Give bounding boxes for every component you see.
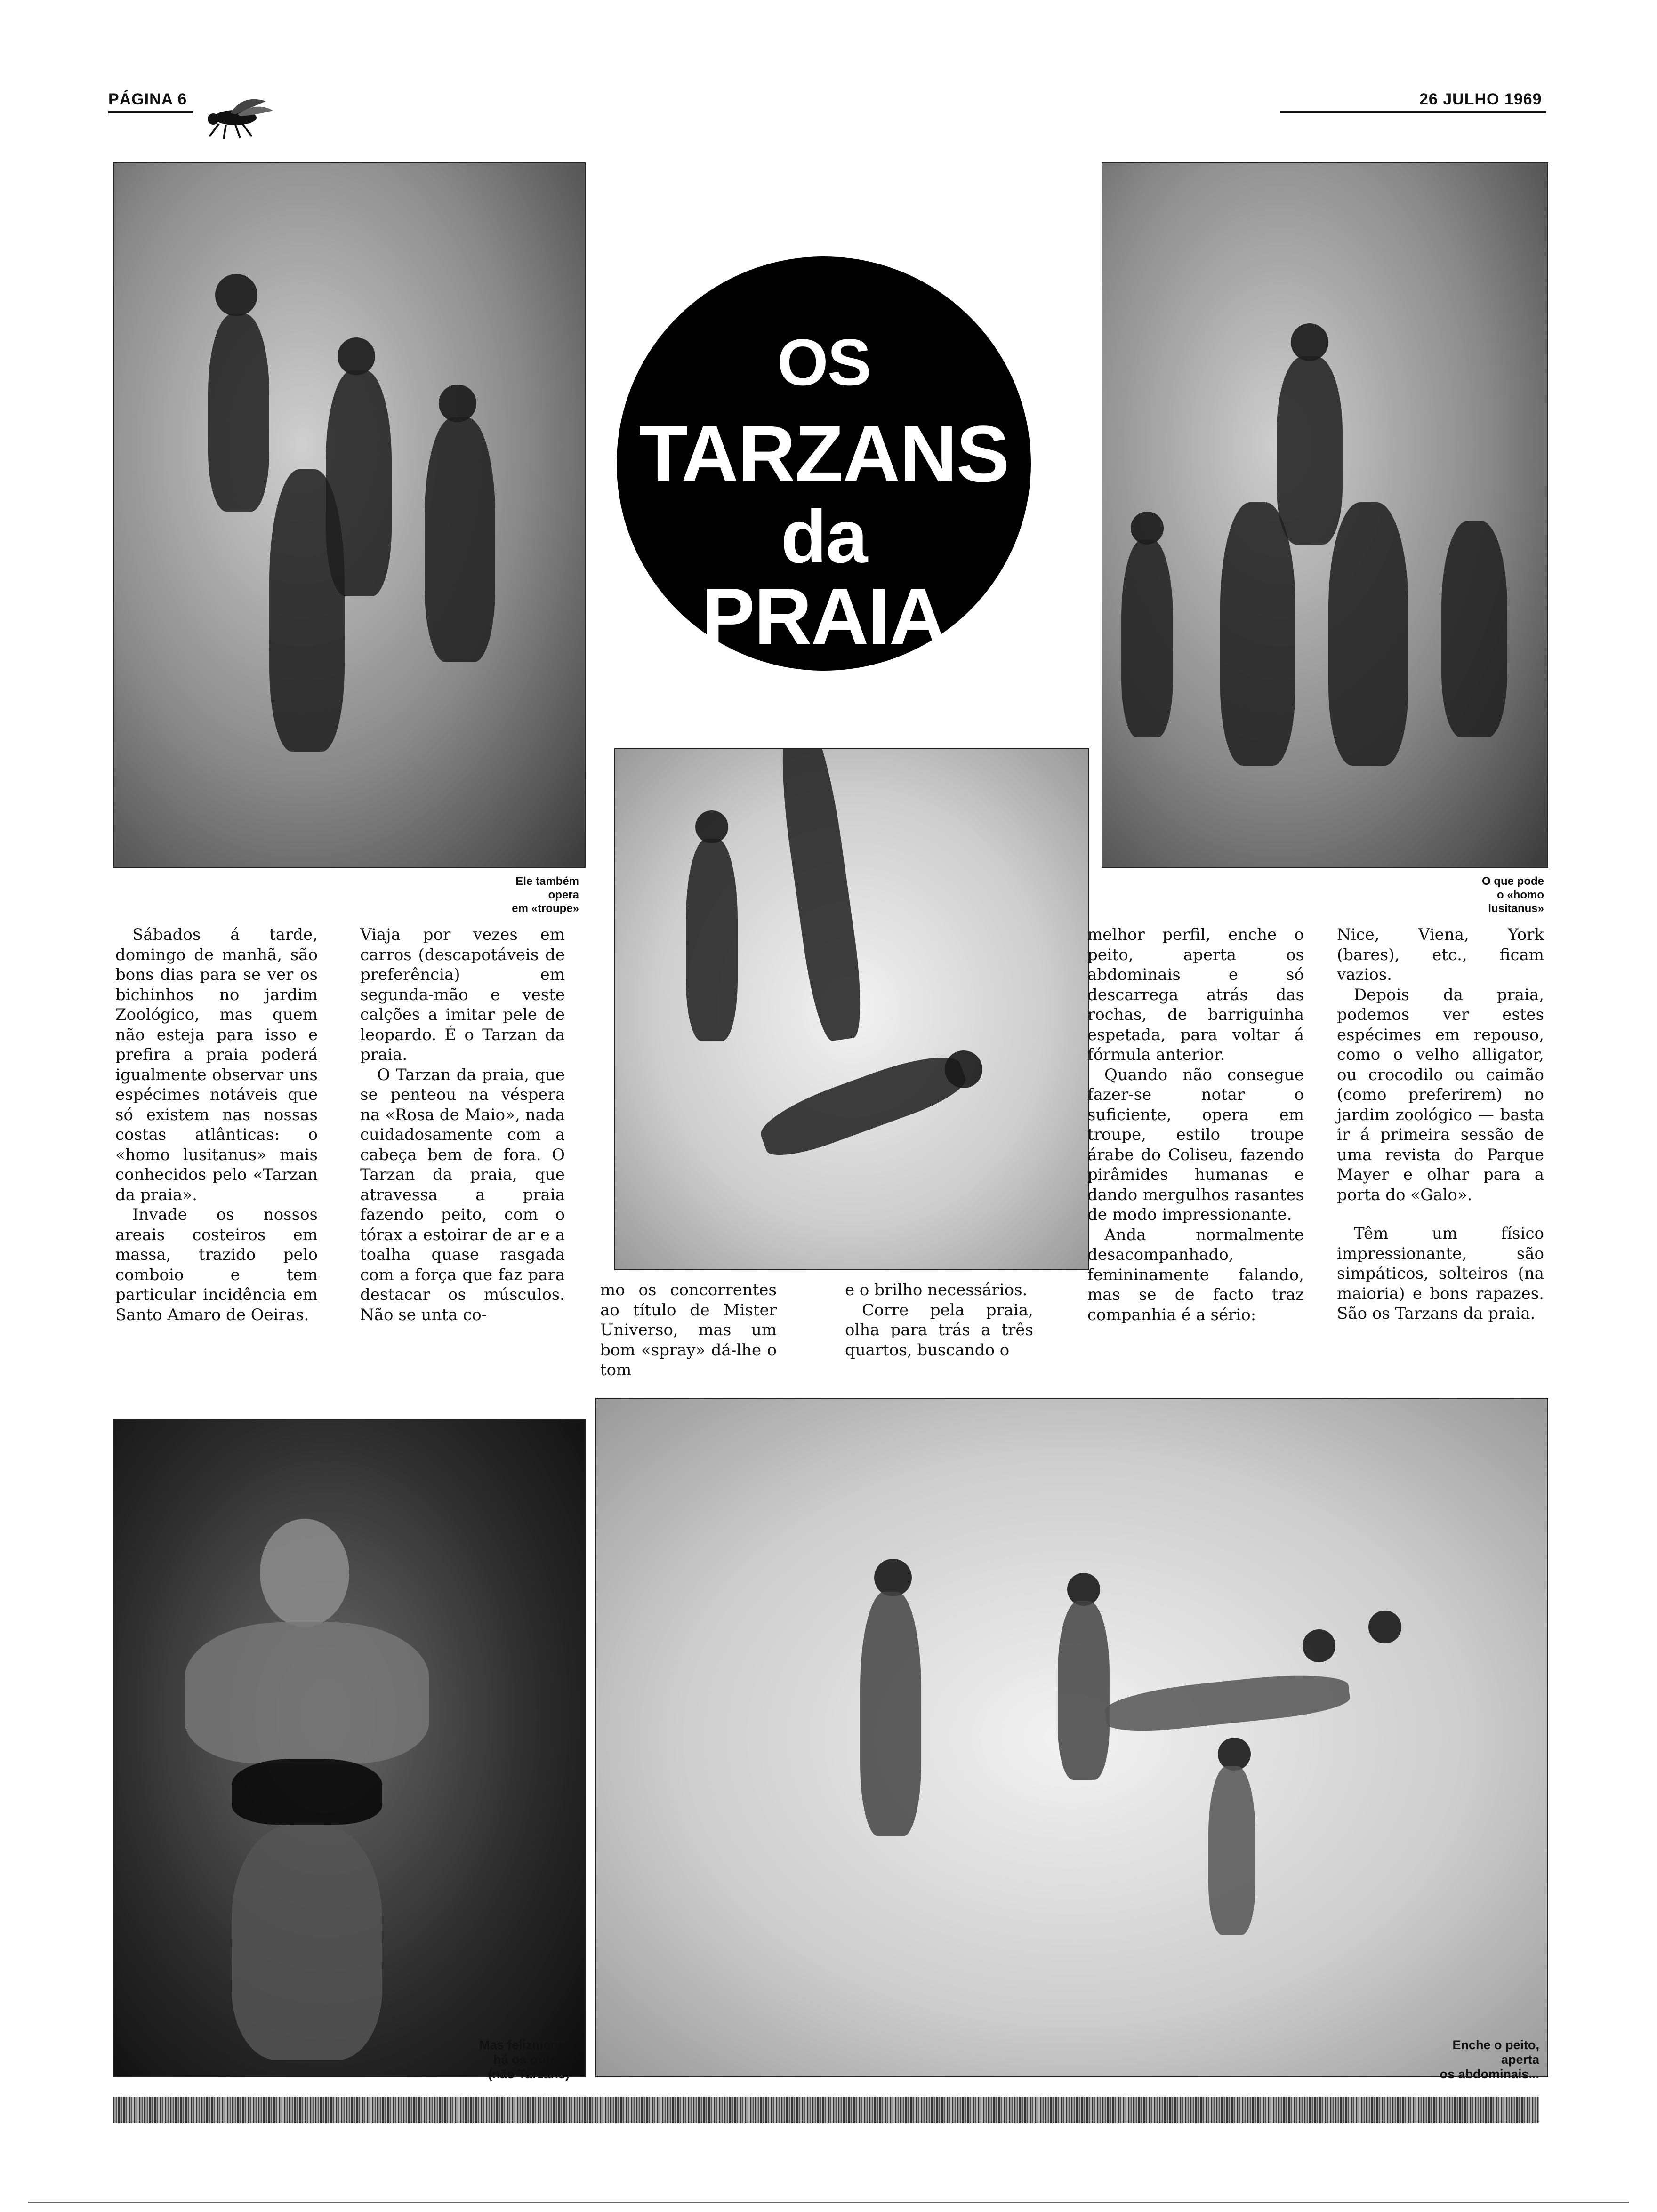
- photo-beach-run: [595, 1398, 1548, 2077]
- caption-line: O que pode: [1482, 875, 1544, 888]
- article-column-6: [1337, 925, 1544, 1324]
- article-column-4: [845, 1280, 1033, 1360]
- caption-line: os abdominais...: [1440, 2067, 1539, 2081]
- caption-top-right: [1389, 874, 1544, 915]
- paragraph: e o brilho necessários.: [845, 1281, 1028, 1299]
- footer-rule: [28, 2202, 1629, 2203]
- paragraph: Têm um físico impressionante, são simpáticos, solteiros (na maioria) e bons rapazes. São os Tarzans da praia.: [1337, 1224, 1544, 1323]
- paragraph: Corre pela praia, olha para trás a três quartos, buscando o: [845, 1300, 1033, 1360]
- caption-line: Enche o peito,: [1452, 2038, 1539, 2052]
- article-column-2: [360, 925, 565, 1325]
- caption-line: aperta: [1501, 2052, 1539, 2067]
- caption-line: Ele também: [515, 875, 579, 888]
- caption-line: há os outros: [493, 2052, 570, 2067]
- paragraph: Invade os nossos areais costeiros em massa, trazido pelo comboio e tem particular incidência em Santo Amaro de Oeiras.: [115, 1205, 318, 1324]
- paragraph: Sábados á tarde, domingo de manhã, são bons dias para se ver os bichinhos no jardim Zoológico, mas quem não esteja para isso e prefira a praia poderá igualmente observar uns espécimes notáveis que só existem nas nossas costas atlânticas: o «homo lusitanus» mais conhecidos pelo «Tarzan da praia».: [115, 925, 318, 1204]
- photo-human-pyramid-left: [113, 162, 586, 868]
- caption-line: Mas felizmente: [479, 2038, 570, 2052]
- article-column-1: [115, 925, 318, 1325]
- caption-line: em «troupe»: [512, 902, 579, 915]
- caption-bottom-left: [414, 2038, 570, 2082]
- title-line-tarzans: TARZANS: [639, 409, 1009, 499]
- paragraph: mo os concorrentes ao título de Mister Universo, mas um bom «spray» dá-lhe o tom: [600, 1281, 777, 1379]
- caption-bottom-right: [1346, 2038, 1539, 2082]
- caption-top-left: [424, 874, 579, 915]
- article-column-5: [1087, 925, 1304, 1325]
- title-line-os: OS: [777, 325, 871, 399]
- page-date: 26 JULHO 1969: [1419, 90, 1542, 108]
- photo-human-pyramid-right: [1102, 162, 1548, 868]
- header-rule-right: [1280, 111, 1546, 113]
- page-number: PÁGINA 6: [108, 90, 187, 108]
- paragraph: Nice, Viena, York (bares), etc., ficam vazios.: [1337, 925, 1544, 984]
- paragraph: O Tarzan da praia, que se penteou na véspera na «Rosa de Maio», nada cuidadosamente com a cabeça bem de fora. O Tarzan da praia, que atravessa a praia fazendo peito, com o tórax a estoirar de ar e a toalha quase rasgada com a força que faz para destacar os músculos. Não se unta co-: [360, 1065, 565, 1324]
- paragraph: Quando não consegue fazer-se notar o suficiente, opera em troupe, estilo troupe árabe do Coliseu, fazendo pirâmides humanas e dando mergulhos rasantes de modo impressionante.: [1087, 1065, 1304, 1224]
- photo-handstand: [614, 748, 1089, 1270]
- caption-line: opera: [548, 889, 579, 901]
- caption-line: lusitanus»: [1488, 902, 1544, 915]
- paragraph: Viaja por vezes em carros (descapotáveis de preferência) em segunda-mão e veste calções a imitar pele de leopardo. É o Tarzan da praia.: [360, 925, 565, 1064]
- halftone-strip: [113, 2097, 1539, 2123]
- fly-icon: [191, 92, 275, 144]
- caption-line: o «homo: [1497, 889, 1544, 901]
- title-line-praia: PRAIA: [701, 572, 946, 661]
- caption-line: (não Tarzans): [488, 2067, 570, 2081]
- paragraph: Anda normalmente desacompanhado, femininamente falando, mas se de facto traz companhia é a sério:: [1087, 1225, 1304, 1324]
- paragraph: Depois da praia, podemos ver estes espécimes em repouso, como o velho alligator, ou crocodilo ou caimão (como preferirem) no jardim zoológico — basta ir á primeira sessão de uma revista do Parque Mayer e olhar para a porta do «Galo».: [1337, 985, 1544, 1204]
- paragraph: melhor perfil, enche o peito, aperta os abdominais e só descarrega atrás das rochas, de barriguinha espetada, para voltar á fórmula anterior.: [1087, 925, 1304, 1064]
- article-column-3: [600, 1280, 777, 1380]
- title-line-da: da: [780, 494, 867, 578]
- header-rule-left: [108, 111, 193, 113]
- photo-man-floating: [113, 1419, 586, 2077]
